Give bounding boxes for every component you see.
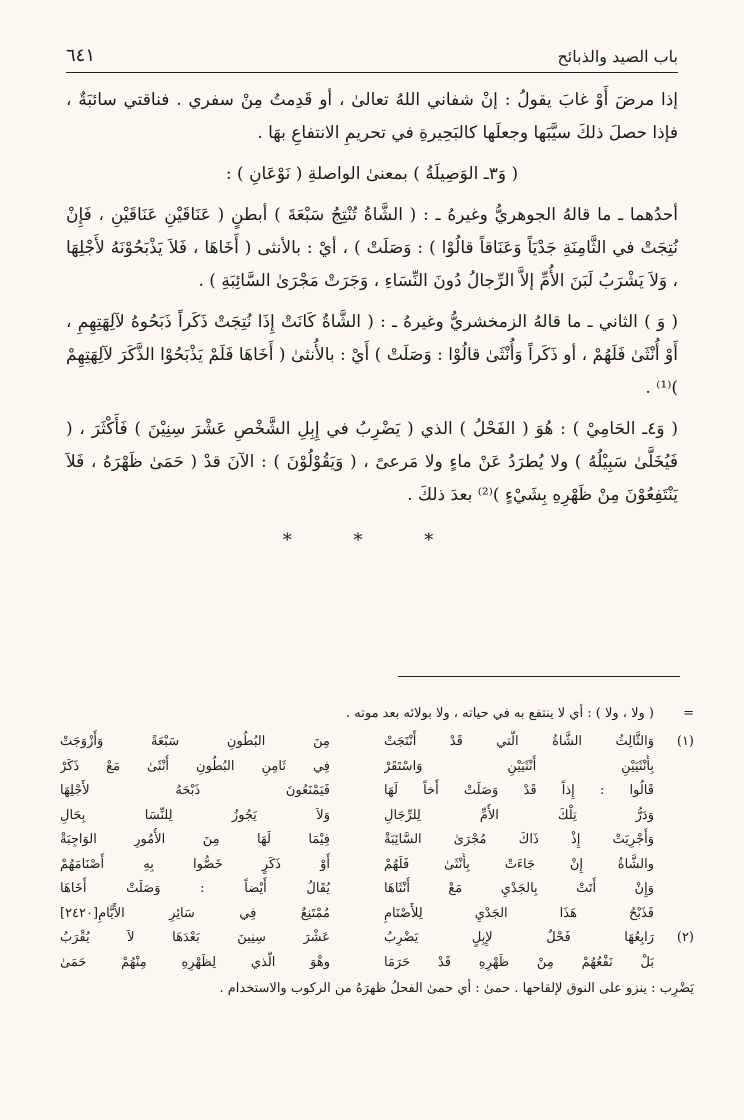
continuation-marker: = — [683, 706, 694, 721]
verse-second-hemistich: أَوْ ذَكَرٍ خَصُّوا بِهِ أَصْنَامَهُمْ — [60, 856, 330, 872]
section-separator: * * * — [282, 530, 462, 551]
verse-line — [60, 730, 694, 755]
running-title: باب الصيد والذبائح — [557, 47, 678, 66]
verse-first-hemistich: والشَّاةُ إِنْ جَاءَتْ بِأُنْثَىٰ فَلَهُمْ — [384, 856, 654, 872]
verse-first-hemistich: وَإِنْ أَتَتْ بِالجَدْيِ مَعْ أُنْثَاهَا — [384, 881, 654, 896]
verse-first-hemistich: قَالُوا : إِذاً قَدْ وَصَلَتْ أَخاً لَهَا — [384, 783, 654, 798]
heading-wasila: ( وَ٣ـ الوَصِيلَةُ ) بمعنىٰ الواصلةِ ( نَوْعَانِ ) : — [225, 164, 519, 184]
page-header — [66, 40, 678, 66]
main-text — [66, 84, 678, 557]
verse-first-hemistich: بِأُنْثَيَيْنِ أُنْثَيَيْنِ وَاسْتَقَرْ — [384, 758, 654, 774]
footnote-number: (٢) — [676, 930, 694, 945]
verse-first-hemistich: وَأُجْرِيَتْ إِذْ ذَاكَ مُجْرَىٰ السَّائِبَةْ — [384, 832, 654, 847]
paragraph-saiba: إذا مرضَ أَوْ غابَ يقولُ : إنْ شفاني اللهُ تعالىٰ ، أو قَدِمتُ مِنْ سفري . فناقتي سائبَةٌ ، فإذا حصلَ ذلكَ سيَّبَها وجعلَها كالبَحِيرةِ في تحريمِ الانتفاعِ بهَا . — [66, 90, 678, 143]
verse-second-hemistich: عَشْرَ سِنِينَ بَعْدَهَا لاَ يُقْرَبُ — [60, 930, 330, 945]
verse-first-hemistich: بَلْ نَفْعُهُمْ مِنْ ظَهْرِهِ قَدْ حَرَمَا — [384, 954, 654, 970]
verse-second-hemistich: مِنَ البُطُونِ سَبْعَةً وَأَزْوَجَتْ — [60, 734, 330, 749]
continuation-text: ( ولا ، ولا ) : أي لا ينتفع به في حياته ، ولا بولائه بعد موته . — [346, 706, 654, 721]
verse-first-hemistich: فَذَبْحُ هَذَا الجَدْيِ لِلأَصْنَامِ — [384, 905, 654, 921]
verse-line — [60, 755, 694, 780]
verse-second-hemistich: يُقَالُ أَيْضاً : وَصَلَتْ أَخَاهَا — [60, 881, 330, 896]
verse-block — [60, 730, 694, 975]
paragraph-hami: ( وَ٤ـ الحَامِيْ ) : هُوَ ( الفَحْلُ ) الذي ( يَضْرِبُ في إِبِلِ الشَّخْصِ عَشْرَ سِنِيْنَ ) فَأَكْثَرَ ، ( فَيُخَلَّىٰ سَبِيْلُهُ ) ولا يُطرَدُ عَنْ ماءٍ ولا مَرعىً ، ( وَيَقُوْلُوْنَ ) : الآنَ قدْ ( حَمَىٰ ظَهْرَهُ ، فَلاَ يَنْتَفِعُوْنَ مِنْ ظَهْرِهِ بِشَيْءٍ )⁽²⁾ بعدَ ذلكَ . — [66, 419, 678, 505]
verse-first-hemistich: وَالثَّالِثُ الشَّاةُ الَّتي قَدْ أَنْتَجَتْ — [384, 734, 654, 749]
verse-second-hemistich: فِيْمَا لَهَا مِنَ الأُمُورِ الوَاجِبَةْ — [60, 832, 330, 847]
verse-first-hemistich: رَابِعُهَا فَحْلٌ لإِبِلٍ يَضْرِبُ — [384, 930, 654, 945]
verse-line — [60, 804, 694, 829]
paragraph-wasila-first: أحدُهما ـ ما قالهُ الجوهريُّ وغيرهُ ـ : ( الشَّاةُ تُنْتِجُ سَبْعَةَ ) أبطنٍ ( عَنَاقَيْنِ عَنَاقَيْنِ ، فَإِنْ نُتِجَتْ في الثَّامِنَةِ جَدْيَاً وَعَنَاقاً قالُوْا ) : وَصَلَتْ ) ، أيْ : بالأنثى ( أَخَاهَا ، فَلاَ يَذْبَحُوْنَهُ لأَجْلِهَا ، وَلاَ يَشْرَبُ لَبَنَ الأُمِّ إلاَّ الرِّجالُ دُونَ النِّسَاءِ ، وَجَرَتْ مَجْرَىٰ السَّائِبَةِ ) . — [66, 205, 678, 291]
paragraph-wasila-second: ( وَ ) الثاني ـ ما قالهُ الزمخشريُّ وغيرهُ ـ : ( الشَّاةُ كَانَتْ إِذَا نُتِجَتْ ذَكَراً ذَبَحُوهُ لآلِهَتِهِمِ ، أَوْ أُنْثَىٰ فَلَهُمْ ، أو ذَكَراً وَأُنْثَىٰ قالُوْا : وَصَلَتْ ) أَيْ : بالأُنثىٰ ( أَخَاهَا فَلَمْ يَذْبَحُوْا الذَّكَرَ لآلِهَتِهِمْ )⁽¹⁾ . — [66, 312, 678, 398]
footnote-number: (١) — [676, 734, 694, 749]
verse-second-hemistich: وهْوَ الَّذي لِظَهْرِهِ مِنْهُمْ حَمَىٰ — [60, 954, 330, 970]
verse-line — [60, 828, 694, 853]
verse-line — [60, 853, 694, 878]
verse-second-hemistich: فَيَمْنَعُونَ ذَبْحَهُ لأَجْلِهَا — [60, 783, 330, 798]
verse-line — [60, 926, 694, 951]
verse-first-hemistich: وَدَرُّ تِلْكَ الأُمِّ لِلرِّجَالِ — [384, 807, 654, 823]
verse-line — [60, 902, 694, 927]
verse-line — [60, 877, 694, 902]
verse-second-hemistich: مُمْتَنِعٌ فِي سَائِرِ الأَيَّامِ[٢٤٢٠] — [60, 905, 330, 921]
footnote-rule — [398, 676, 680, 677]
header-rule — [66, 72, 678, 73]
verse-line — [60, 779, 694, 804]
page-number: ٦٤١ — [66, 45, 96, 66]
footnote-continuation — [60, 702, 694, 726]
verse-second-hemistich: وَلاَ يَجُوزُ لِلنِّسَا بِحَالِ — [60, 807, 330, 823]
footnotes — [60, 702, 694, 1001]
verse-second-hemistich: فِي ثَامِنِ البُطُونِ أُنْثَىٰ مَعْ ذَكَرْ — [60, 758, 330, 774]
footnote-gloss: يَضْرِب : ينزو على النوق لإلقاحها . حمىٰ : أي حمىٰ الفحلُ ظهرَهُ من الركوب والاستخدام . — [219, 981, 694, 996]
verse-line — [60, 951, 694, 976]
